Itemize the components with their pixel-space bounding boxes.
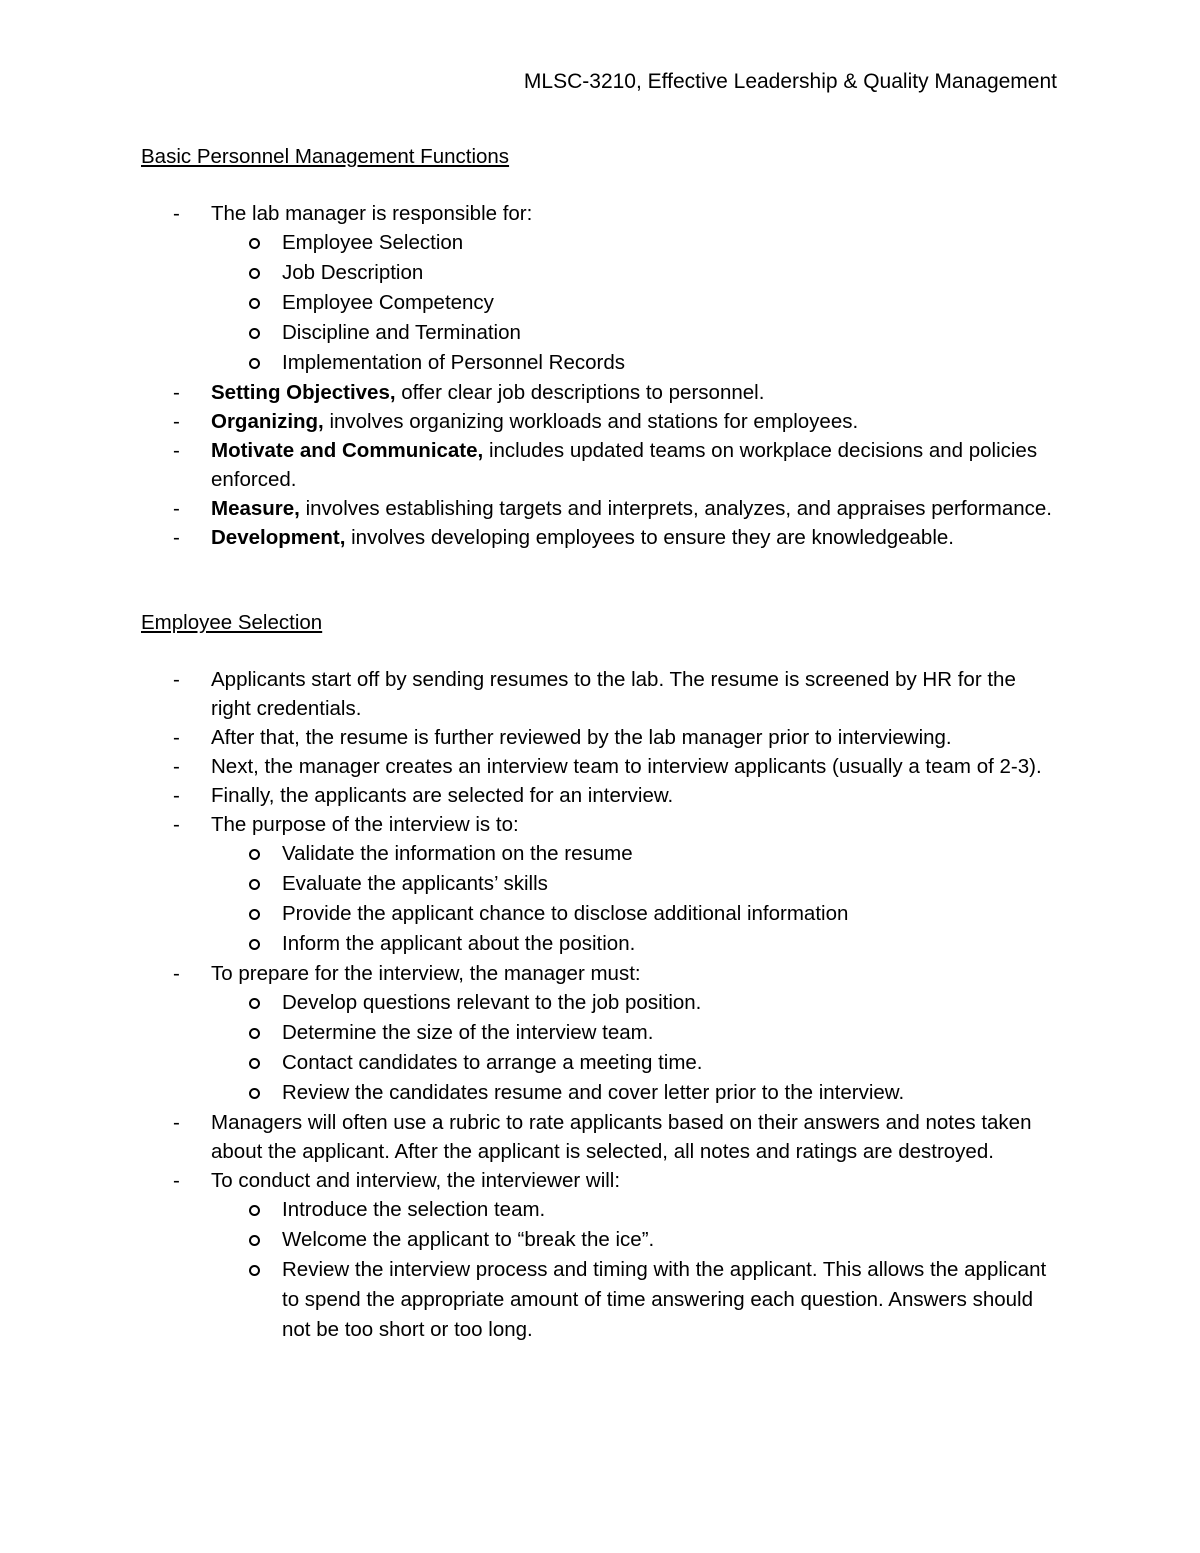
dash-bullet: - xyxy=(173,726,180,749)
dash-bullet: - xyxy=(173,497,180,520)
sub-list-item: Develop questions relevant to the job position. xyxy=(141,988,1061,1018)
item-text: involves establishing targets and interprets, analyzes, and appraises performance. xyxy=(299,497,1052,520)
list-item xyxy=(141,959,1061,988)
circle-bullet-icon xyxy=(249,909,260,920)
circle-bullet-icon xyxy=(249,1028,260,1039)
dash-bullet: - xyxy=(173,962,180,985)
section-title: Basic Personnel Management Functions xyxy=(141,145,510,168)
circle-bullet-icon xyxy=(249,998,260,1009)
list-item xyxy=(141,494,1061,523)
circle-bullet-icon xyxy=(249,328,260,339)
sub-list-item: Review the interview process and timing with the applicant. This allows the applicant to spend the appropriate amount of time answering each question. Answers should not be too short or too long. xyxy=(141,1255,1061,1345)
dash-bullet: - xyxy=(173,381,180,404)
sub-list-item: Employee Competency xyxy=(141,288,1061,318)
circle-bullet-icon xyxy=(249,358,260,369)
sub-list-item: Validate the information on the resume xyxy=(141,839,1061,869)
list-item xyxy=(141,781,1061,810)
list-item xyxy=(141,199,1061,228)
list-item xyxy=(141,810,1061,839)
circle-bullet-icon xyxy=(249,849,260,860)
item-text: Next, the manager creates an interview team to interview applicants (usually a team of 2-3). xyxy=(211,755,1042,778)
list-item xyxy=(141,1108,1061,1166)
dash-bullet: - xyxy=(173,410,180,433)
circle-bullet-icon xyxy=(249,1235,260,1246)
item-text: involves organizing workloads and stations for employees. xyxy=(323,410,859,433)
sub-list-item: Implementation of Personnel Records xyxy=(141,348,1061,378)
sub-list-item: Discipline and Termination xyxy=(141,318,1061,348)
sub-list-item: Welcome the applicant to “break the ice”. xyxy=(141,1225,1061,1255)
circle-bullet-icon xyxy=(249,1058,260,1069)
circle-bullet-icon xyxy=(249,939,260,950)
circle-bullet-icon xyxy=(249,268,260,279)
dash-bullet: - xyxy=(173,755,180,778)
item-text: includes updated teams on workplace decisions and policies enforced. xyxy=(211,439,1038,491)
circle-bullet-icon xyxy=(249,879,260,890)
item-text: The purpose of the interview is to: xyxy=(211,813,519,836)
item-term: Setting Objectives, xyxy=(211,381,396,404)
item-term: Organizing, xyxy=(211,410,324,433)
sub-list-item: Job Description xyxy=(141,258,1061,288)
sub-list-item: Contact candidates to arrange a meeting time. xyxy=(141,1048,1061,1078)
dash-bullet: - xyxy=(173,813,180,836)
list-item xyxy=(141,665,1061,723)
list-item xyxy=(141,1166,1061,1195)
bullet-list xyxy=(141,199,1061,552)
sub-list-item: Employee Selection xyxy=(141,228,1061,258)
item-text: offer clear job descriptions to personnel. xyxy=(395,381,765,404)
circle-bullet-icon xyxy=(249,238,260,249)
sub-list-item: Determine the size of the interview team. xyxy=(141,1018,1061,1048)
section-basic-personnel-management xyxy=(141,142,1061,552)
document-header: MLSC-3210, Effective Leadership & Quality Management xyxy=(523,70,1057,93)
item-text: Finally, the applicants are selected for an interview. xyxy=(211,784,674,807)
sub-list-item: Provide the applicant chance to disclose additional information xyxy=(141,899,1061,929)
sub-list-item: Inform the applicant about the position. xyxy=(141,929,1061,959)
item-term: Development, xyxy=(211,526,346,549)
list-item xyxy=(141,436,1061,494)
dash-bullet: - xyxy=(173,1111,180,1134)
dash-bullet: - xyxy=(173,202,180,225)
section-employee-selection xyxy=(141,608,1061,1345)
circle-bullet-icon xyxy=(249,1265,260,1276)
list-item xyxy=(141,723,1061,752)
dash-bullet: - xyxy=(173,439,180,462)
item-text: To prepare for the interview, the manager must: xyxy=(211,962,641,985)
list-item xyxy=(141,378,1061,407)
list-item xyxy=(141,523,1061,552)
item-text: After that, the resume is further reviewed by the lab manager prior to interviewing. xyxy=(211,726,952,749)
dash-bullet: - xyxy=(173,526,180,549)
section-title: Employee Selection xyxy=(141,611,323,634)
item-term: Measure, xyxy=(211,497,300,520)
item-text: To conduct and interview, the interviewer will: xyxy=(211,1169,621,1192)
circle-bullet-icon xyxy=(249,1088,260,1099)
circle-bullet-icon xyxy=(249,1205,260,1216)
bullet-list xyxy=(141,665,1061,1345)
dash-bullet: - xyxy=(173,1169,180,1192)
sub-list-item: Evaluate the applicants’ skills xyxy=(141,869,1061,899)
item-term: Motivate and Communicate, xyxy=(211,439,484,462)
item-text: The lab manager is responsible for: xyxy=(211,202,533,225)
item-text: involves developing employees to ensure they are knowledgeable. xyxy=(345,526,954,549)
list-item xyxy=(141,407,1061,436)
circle-bullet-icon xyxy=(249,298,260,309)
sub-list-item: Introduce the selection team. xyxy=(141,1195,1061,1225)
sub-list-item: Review the candidates resume and cover letter prior to the interview. xyxy=(141,1078,1061,1108)
dash-bullet: - xyxy=(173,784,180,807)
item-text: Managers will often use a rubric to rate applicants based on their answers and notes taken about the applicant. After the applicant is selected, all notes and ratings are destroyed. xyxy=(211,1111,1032,1163)
dash-bullet: - xyxy=(173,668,180,691)
item-text: Applicants start off by sending resumes to the lab. The resume is screened by HR for the right credentials. xyxy=(211,668,1016,720)
list-item xyxy=(141,752,1061,781)
